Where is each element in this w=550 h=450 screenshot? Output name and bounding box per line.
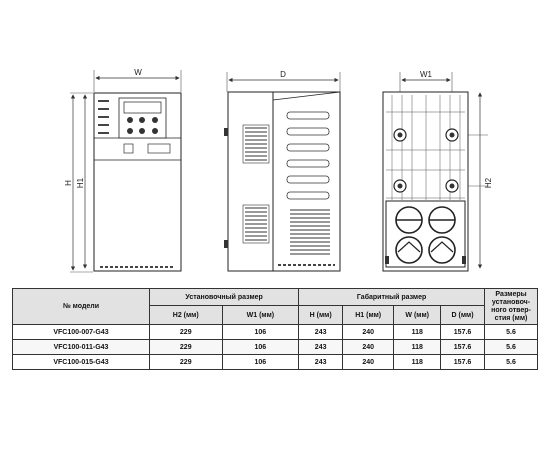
w-cell: 118	[394, 340, 441, 355]
w1-cell: 106	[222, 340, 299, 355]
w1-cell: 106	[222, 355, 299, 370]
table-row	[13, 340, 538, 355]
hole-cell: 5.6	[485, 355, 538, 370]
dimensions-table	[12, 288, 538, 370]
table-row	[13, 325, 538, 340]
model-cell: VFC100-015-G43	[13, 355, 150, 370]
d-header: D (мм)	[441, 306, 485, 325]
overall-size-header: Габаритный размер	[299, 289, 485, 306]
d-cell: 157.6	[441, 355, 485, 370]
front-h1-label: H1	[76, 177, 85, 189]
h-cell: 243	[299, 325, 343, 340]
h2-cell: 229	[150, 340, 223, 355]
w1-cell: 106	[222, 325, 299, 340]
front-view	[64, 68, 181, 272]
side-view	[224, 70, 340, 271]
rear-w1-label: W1	[420, 70, 432, 79]
h1-header: H1 (мм)	[343, 306, 394, 325]
model-cell: VFC100-011-G43	[13, 340, 150, 355]
model-header: № модели	[13, 289, 150, 325]
w1-header: W1 (мм)	[222, 306, 299, 325]
h1-cell: 240	[343, 340, 394, 355]
h1-cell: 240	[343, 355, 394, 370]
hole-size-header: Размеры установоч-ного отвер-стия (мм)	[485, 289, 538, 325]
hole-cell: 5.6	[485, 325, 538, 340]
side-depth-label: D	[280, 70, 286, 79]
d-cell: 157.6	[441, 325, 485, 340]
h2-header: H2 (мм)	[150, 306, 223, 325]
d-cell: 157.6	[441, 340, 485, 355]
hole-cell: 5.6	[485, 340, 538, 355]
front-width-label: W	[134, 68, 142, 77]
h-cell: 243	[299, 355, 343, 370]
h2-cell: 229	[150, 325, 223, 340]
h1-cell: 240	[343, 325, 394, 340]
w-cell: 118	[394, 325, 441, 340]
rear-h2-label: H2	[484, 177, 493, 189]
h2-cell: 229	[150, 355, 223, 370]
w-cell: 118	[394, 355, 441, 370]
h-header: H (мм)	[299, 306, 343, 325]
w-header: W (мм)	[394, 306, 441, 325]
model-cell: VFC100-007-G43	[13, 325, 150, 340]
install-size-header: Установочный размер	[150, 289, 299, 306]
rear-view	[383, 70, 493, 271]
front-h-label: H	[64, 180, 73, 186]
table-row	[13, 355, 538, 370]
h-cell: 243	[299, 340, 343, 355]
